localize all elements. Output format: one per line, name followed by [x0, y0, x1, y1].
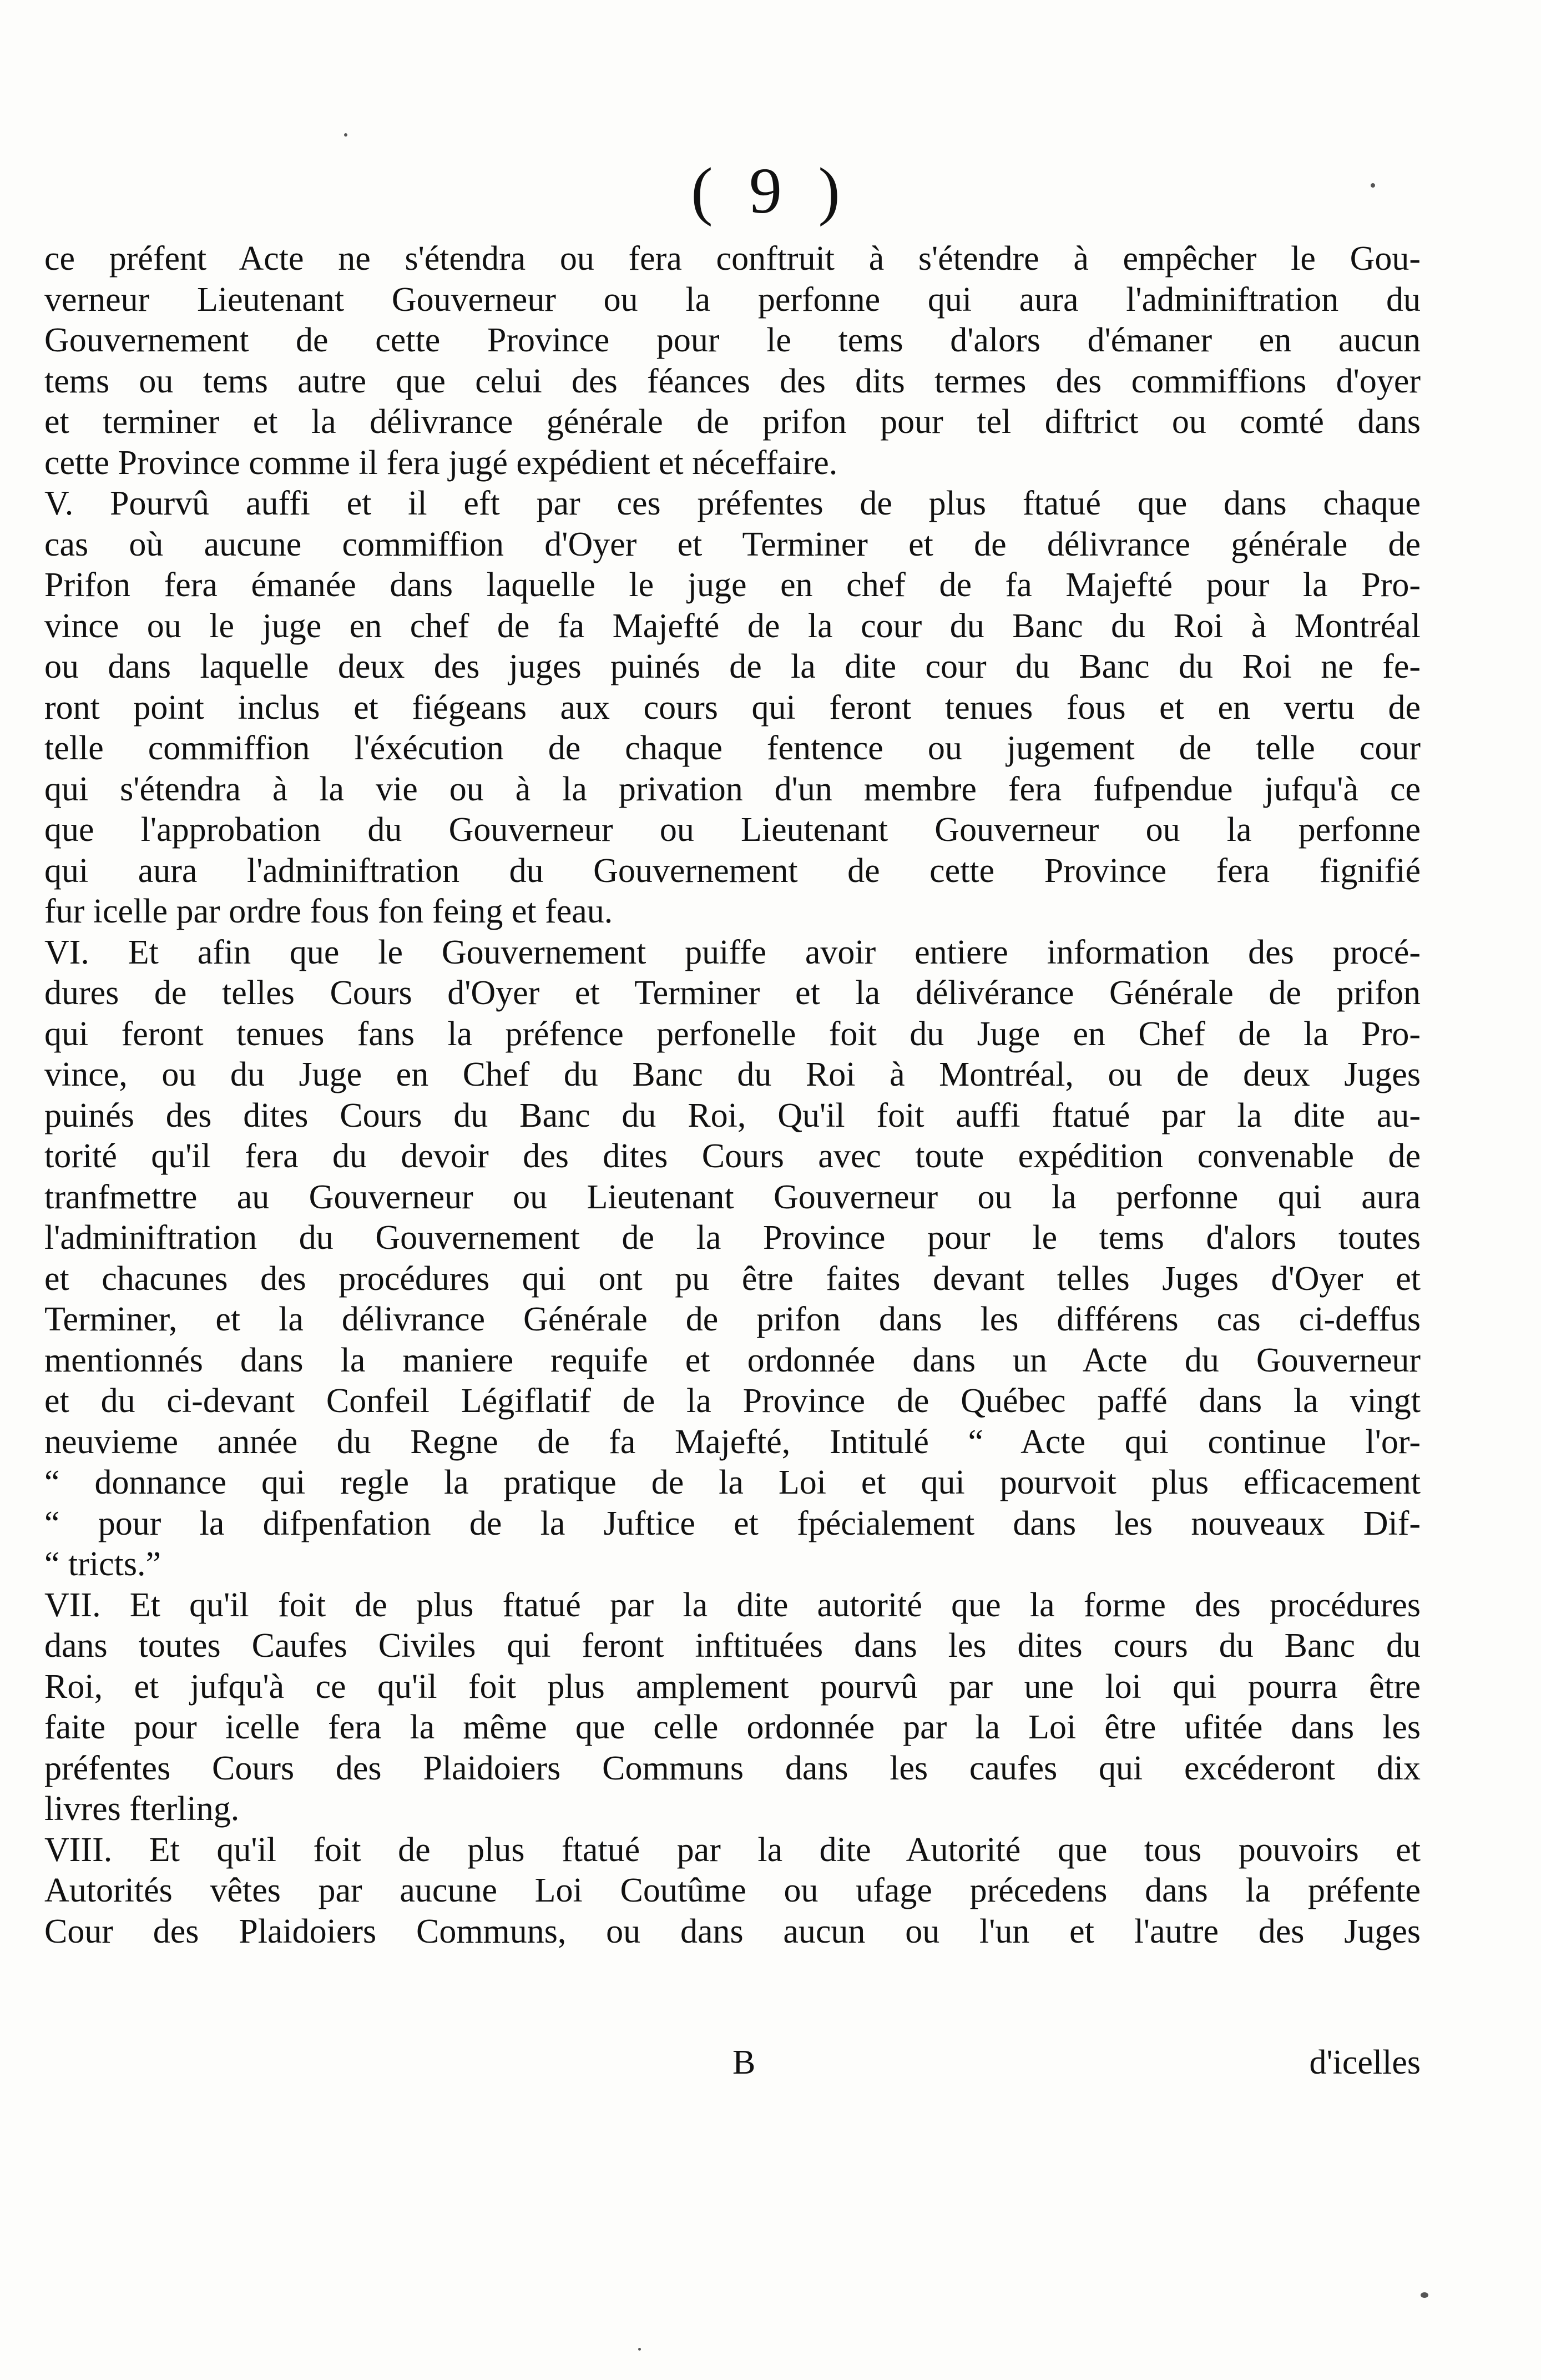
text-line: tranfmettre au Gouverneur ou Lieutenant Gouverneur ou la perfonne qui aura [44, 1178, 1421, 1216]
text-line: vince ou le juge en chef de fa Majefté de la cour du Banc du Roi à Montréal [44, 607, 1421, 645]
text-line: fur icelle par ordre fous fon feing et feau. [44, 892, 613, 930]
text-line: et du ci-devant Confeil Légiflatif de la Province de Québec paffé dans la vingt [44, 1382, 1421, 1420]
text-line: torité qu'il fera du devoir des dites Cours avec toute expédition convenable de [44, 1137, 1421, 1175]
text-line: et chacunes des procédures qui ont pu être faites devant telles Juges d'Oyer et [44, 1259, 1421, 1298]
text-line: ront point inclus et fiégeans aux cours qui feront tenues fous et en vertu de [44, 688, 1421, 727]
text-line: qui aura l'adminiftration du Gouvernement de cette Province fera fignifié [44, 851, 1421, 890]
text-line: VI. Et afin que le Gouvernement puiffe avoir entiere information des procé- [44, 933, 1421, 971]
text-line: mentionnés dans la maniere requife et ordonnée dans un Acte du Gouverneur [44, 1341, 1421, 1379]
text-line: VIII. Et qu'il foit de plus ftatué par la dite Autorité que tous pouvoirs et [44, 1831, 1421, 1869]
paragraph-section-vii [44, 1585, 1421, 1830]
text-line: livres fterling. [44, 1790, 240, 1828]
page-footer [44, 2043, 1421, 2087]
scan-speck [1421, 2292, 1428, 2298]
text-line: Autorités vêtes par aucune Loi Coutûme ou ufage précedens dans la préfente [44, 1872, 1421, 1909]
text-line: telle commiffion l'éxécution de chaque fentence ou jugement de telle cour [44, 729, 1421, 767]
text-line: Roi, et jufqu'à ce qu'il foit plus amplement pourvû par une loi qui pourra être [44, 1667, 1421, 1706]
text-line: “ pour la difpenfation de la Juftice et fpécialement dans les nouveaux Dif- [44, 1504, 1421, 1542]
page-number: ( 9 ) [691, 154, 850, 227]
text-line: dures de telles Cours d'Oyer et Terminer et la délivérance Générale de prifon [44, 974, 1421, 1012]
text-line: ou dans laquelle deux des juges puinés de la dite cour du Banc du Roi ne fe- [44, 648, 1421, 685]
text-line: V. Pourvû auffi et il eft par ces préfentes de plus ftatué que dans chaque [44, 485, 1421, 522]
paragraph-section-v [44, 483, 1421, 932]
text-line: vince, ou du Juge en Chef du Banc du Roi à Montréal, ou de deux Juges [44, 1056, 1421, 1093]
text-line: cas où aucune commiffion d'Oyer et Terminer et de délivrance générale de [44, 525, 1421, 563]
text-line: préfentes Cours des Plaidoiers Communs dans les caufes qui excéderont dix [44, 1749, 1421, 1787]
text-line: l'adminiftration du Gouvernement de la Province pour le tems d'alors toutes [44, 1219, 1421, 1257]
text-line: Terminer, et la délivrance Générale de prifon dans les différens cas ci-deffus [44, 1300, 1421, 1338]
text-line: tems ou tems autre que celui des féances des dits termes des commiffions d'oyer [44, 362, 1421, 400]
text-line: verneur Lieutenant Gouverneur ou la perfonne qui aura l'adminiftration du [44, 280, 1421, 319]
catchword: d'icelles [1309, 2044, 1421, 2081]
scan-speck [638, 2348, 641, 2351]
text-line: “ donnance qui regle la pratique de la Loi et qui pourvoit plus efficacement [44, 1464, 1421, 1501]
text-line: qui s'étendra à la vie ou à la privation d'un membre fera fufpendue jufqu'à ce [44, 770, 1421, 808]
signature-mark: B [732, 2044, 756, 2081]
scan-speck [1371, 183, 1375, 188]
text-line: VII. Et qu'il foit de plus ftatué par la dite autorité que la forme des procédures [44, 1586, 1421, 1624]
text-line: ce préfent Acte ne s'étendra ou fera conftruit à s'étendre à empêcher le Gou- [44, 240, 1421, 278]
paragraph-section-vi [44, 932, 1421, 1585]
text-line: puinés des dites Cours du Banc du Roi, Qu'il foit auffi ftatué par la dite au- [44, 1096, 1421, 1134]
paragraph-section-viii [44, 1830, 1421, 1953]
text-line: cette Province comme il fera jugé expédient et néceffaire. [44, 443, 838, 482]
text-line: qui feront tenues fans la préfence perfonelle foit du Juge en Chef de la Pro- [44, 1015, 1421, 1053]
paragraph-continuation [44, 239, 1421, 483]
text-line: faite pour icelle fera la même que celle ordonnée par la Loi être ufitée dans les [44, 1708, 1421, 1746]
scan-speck [344, 133, 347, 137]
text-line: Cour des Plaidoiers Communs, ou dans aucun ou l'un et l'autre des Juges [44, 1912, 1421, 1950]
text-line: et terminer et la délivrance générale de prifon pour tel diftrict ou comté dans [44, 403, 1421, 441]
text-line: dans toutes Caufes Civiles qui feront inftituées dans les dites cours du Banc du [44, 1627, 1421, 1665]
document-body [44, 239, 1421, 1952]
text-line: que l'approbation du Gouverneur ou Lieutenant Gouverneur ou la perfonne [44, 811, 1421, 849]
text-line: Prifon fera émanée dans laquelle le juge en chef de fa Majefté pour la Pro- [44, 566, 1421, 604]
text-line: “ tricts.” [44, 1545, 161, 1583]
text-line: neuvieme année du Regne de fa Majefté, Intitulé “ Acte qui continue l'or- [44, 1423, 1421, 1461]
text-line: Gouvernement de cette Province pour le tems d'alors d'émaner en aucun [44, 321, 1421, 359]
